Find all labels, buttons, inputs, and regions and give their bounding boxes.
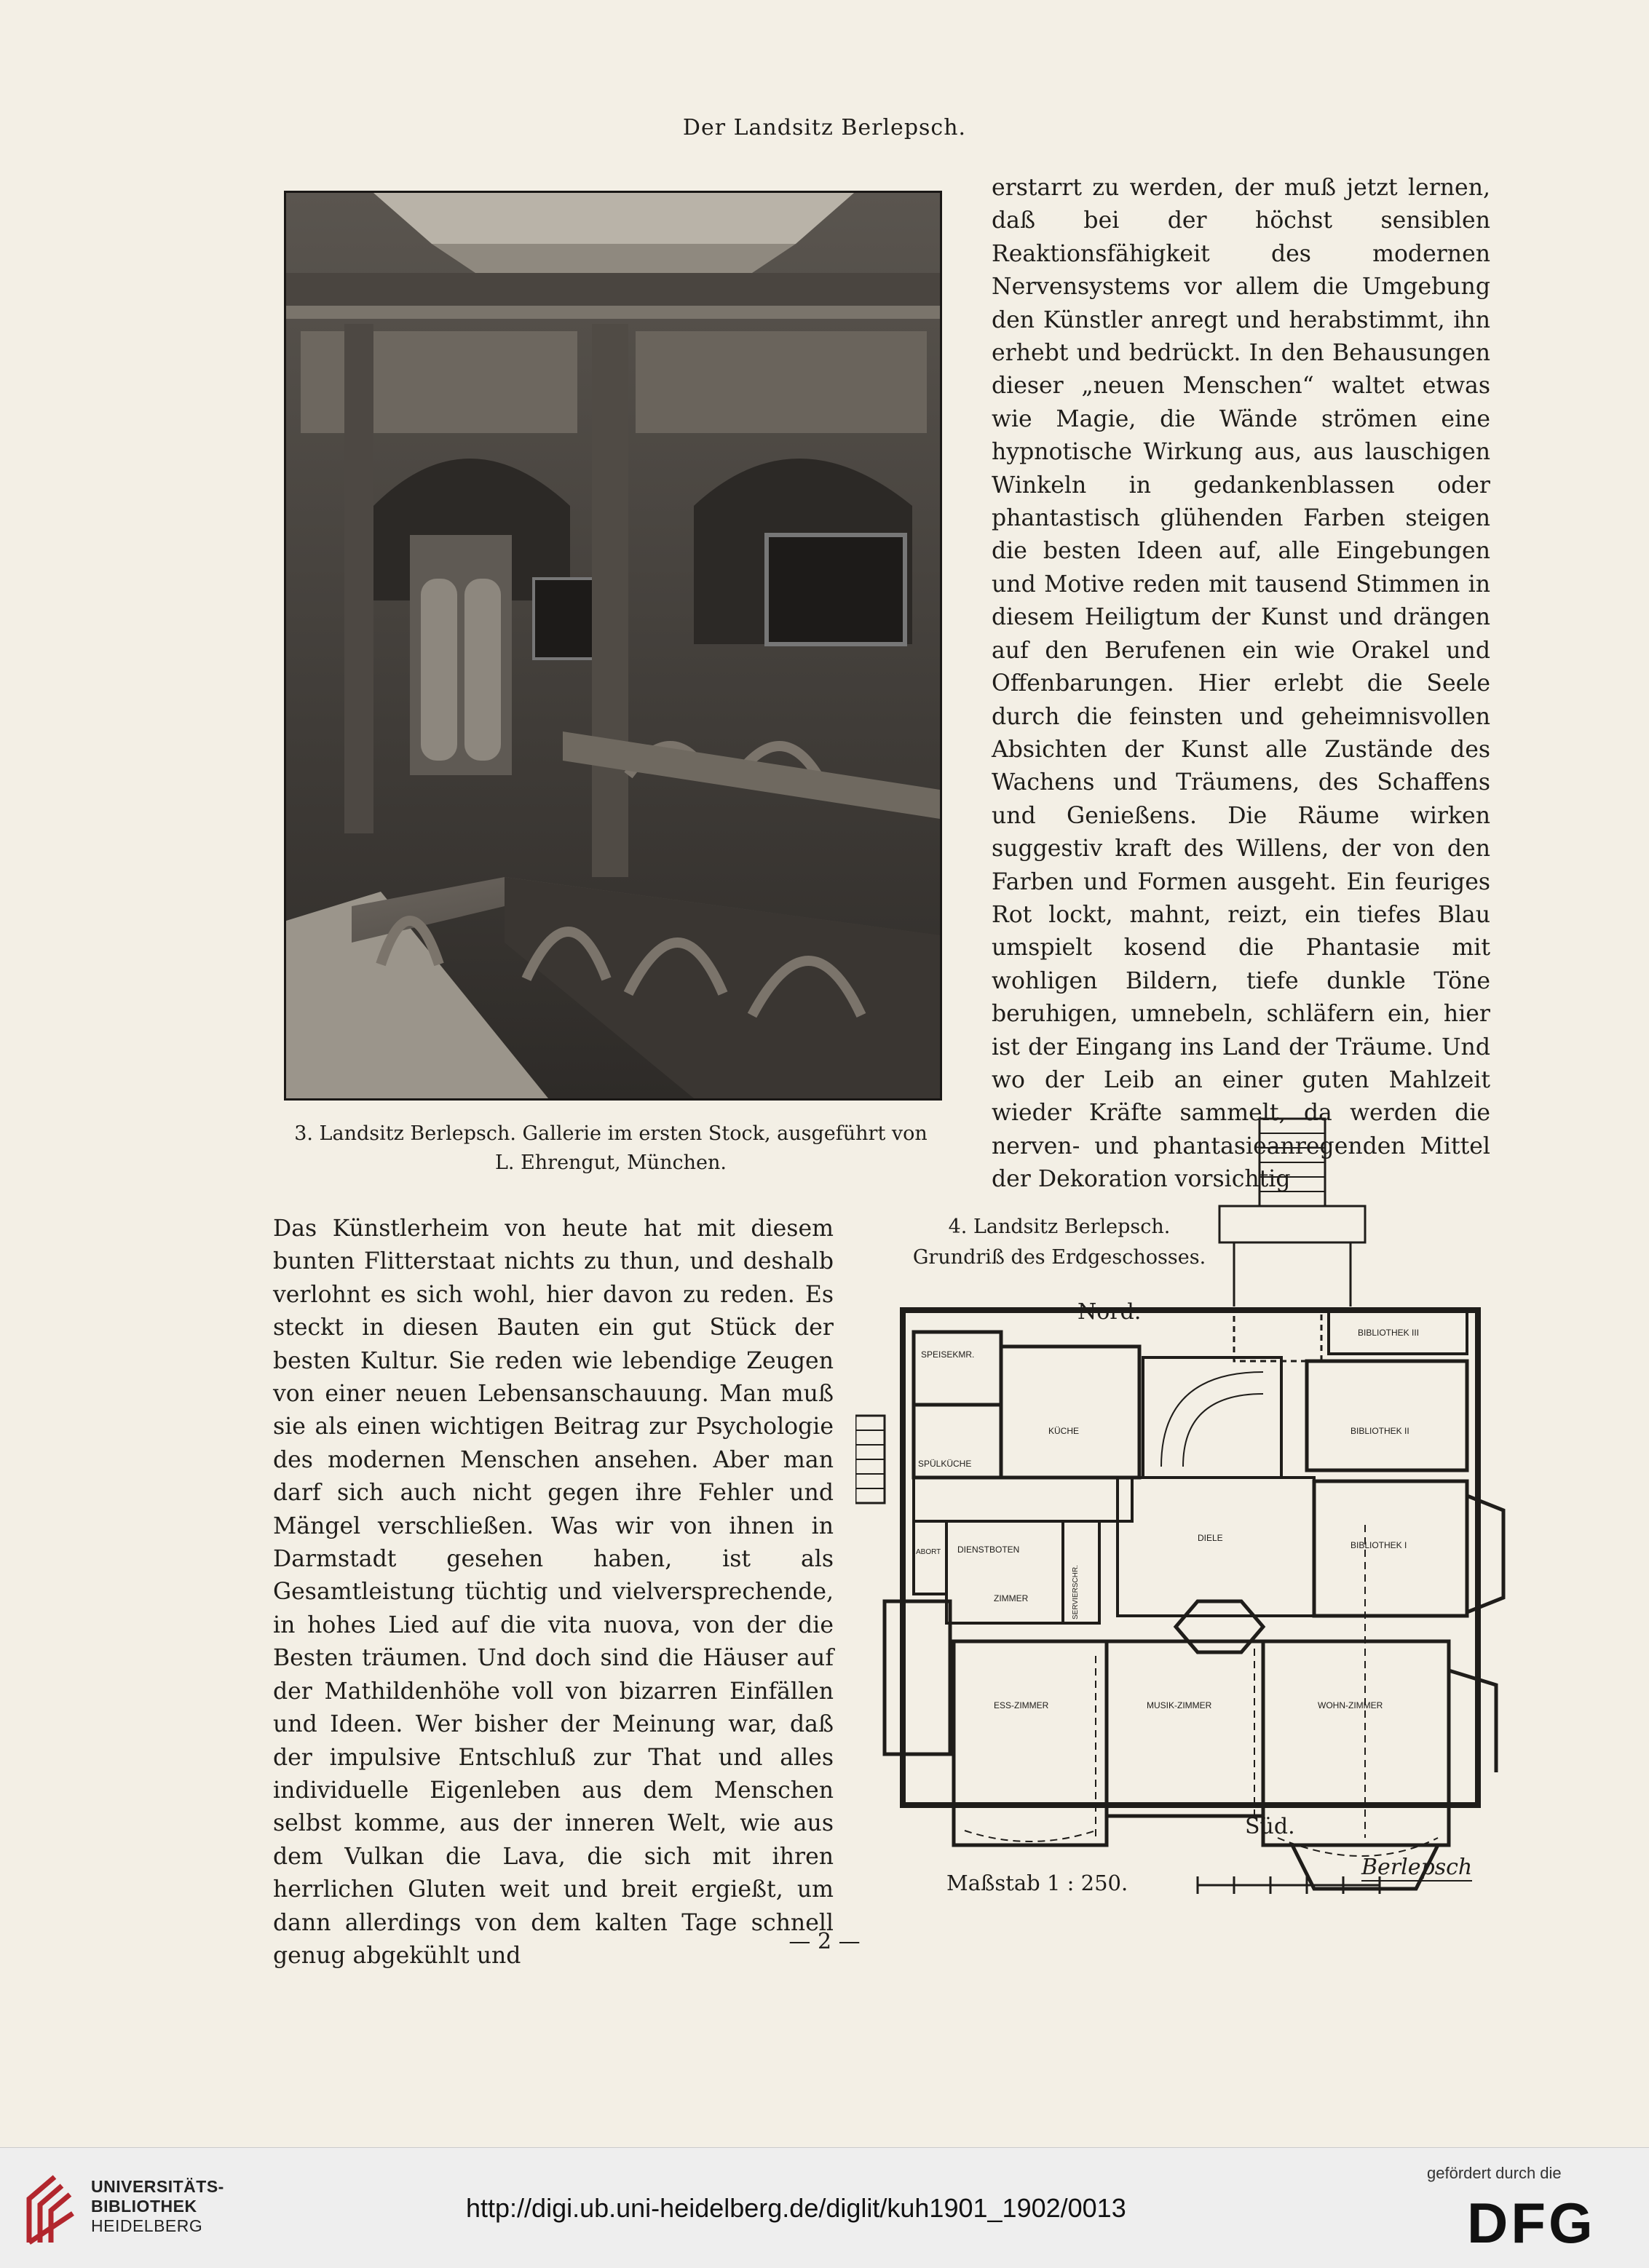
figure-3-caption xyxy=(284,1119,938,1178)
room-label-bibliothek-2: BIBLIOTHEK II xyxy=(1351,1426,1409,1436)
room-label-bibliothek-1: BIBLIOTHEK I xyxy=(1351,1540,1407,1550)
plan-north-label: Nord. xyxy=(1077,1299,1142,1325)
institution-name xyxy=(91,2177,224,2236)
figure-4-caption xyxy=(906,1212,1212,1273)
running-title: Der Landsitz Berlepsch. xyxy=(682,115,967,140)
viewer-footer xyxy=(0,2147,1649,2268)
dfg-logo[interactable]: DFG xyxy=(1467,2191,1596,2255)
figure-3-caption-line-2: L. Ehrengut, München. xyxy=(494,1151,727,1174)
room-label-abort: ABORT xyxy=(916,1548,941,1556)
plan-scale-label: Maßstab 1 : 250. xyxy=(946,1871,1128,1895)
left-column-paragraph: Das Künstlerheim von heute hat mit diesem bunten Flitterstaat nichts zu thun, und deshalb verlohnt es sich wohl, hier davon zu reden. Es steckt in diesen Bauten ein gut Stück der besten Kultur. Sie reden wie lebendige Zeugen von einer neuen Lebensanschauung. Man muß sie als einen wichtigen Beitrag zur Psychologie des modernen Menschen ansehen. Aber man darf sich auch nicht gegen ihre Fehler und Mängel verschließen. Was wir von ihnen in Darmstadt gesehen haben, ist als Gesamtleistung tüchtig und vielversprechende, in hohes Lied auf die vita nuova, von der die Besten träumen. Und doch sind die Häuser auf der Mathildenhöhe voll von bizarren Einfällen und Ideen. Wer bisher der Meinung war, daß der impulsive Entschluß zur That und alles individuelle Eigenleben aus dem Menschen selbst komme, aus der inneren Welt, wie aus dem Vulkan die Lava, die sich mit ihren herrlichen Gluten weit und breit ergießt, um dann allerdings von dem kalten Tage schnell genug abgekühlt und xyxy=(273,1216,834,1969)
room-label-dienstboten: DIENSTBOTEN xyxy=(957,1545,1020,1555)
room-label-diele: DIELE xyxy=(1198,1533,1223,1543)
room-label-servierschrank: SERVIERSCHR. xyxy=(1072,1565,1080,1619)
room-label-kueche: KÜCHE xyxy=(1048,1426,1080,1436)
institution-line-2: BIBLIOTHEK xyxy=(91,2197,197,2216)
room-label-wohnzimmer: WOHN-ZIMMER xyxy=(1318,1700,1383,1710)
right-text-column xyxy=(992,172,1490,1197)
institution-line-1: UNIVERSITÄTS- xyxy=(91,2177,224,2196)
room-label-zimmer: ZIMMER xyxy=(994,1593,1029,1603)
room-label-speisekammer: SPEISEKMR. xyxy=(921,1349,975,1360)
room-label-spuelkueche: SPÜLKÜCHE xyxy=(918,1459,972,1469)
gallery-photograph xyxy=(284,191,942,1101)
plan-south-label: Süd. xyxy=(1245,1814,1295,1839)
right-column-paragraph: erstarrt zu werden, der muß jetzt lernen, daß bei der höchst sensiblen Reaktionsfähigkeit des modernen Nervensystems vor allem die Umgebung den Künstler anregt und herabstimmt, ihn erhebt und bedrückt. In den Behausungen dieser „neuen Menschen“ waltet etwas wie Magie, die Wände strömen eine hypnotische Wirkung aus, aus lauschigen Winkeln in gedankenblassen oder phantastisch glühenden Farben steigen die besten Ideen auf, alle Eingebungen und Motive reden mit tausend Stimmen in diesem Heiligtum der Kunst und drängen auf den Berufenen ein wie Orakel und Offenbarungen. Hier erlebt die Seele durch die feinsten und geheimnisvollen Absichten der Kunst alle Zustände des Wachens und Träumens, des Schaffens und Genießens. Die Räume wirken suggestiv kraft des Willens, der von den Farben und Formen ausgeht. Ein feuriges Rot lockt, mahnt, reizt, ein tiefes Blau umspielt kosend die Phantasie mit wohligen Bildern, tiefe dunkle Töne beruhigen, umnebeln, schläfern ein, hier ist der Eingang ins Land der Träume. Und wo der Leib an einer guten Mahlzeit wieder Kräfte sammelt, da werden die nerven- und phantasieanregenden Mittel der Dekoration vorsichtig xyxy=(992,175,1490,1193)
figure-3-caption-line-1: 3. Landsitz Berlepsch. Gallerie im ersten Stock, ausgeführt von xyxy=(294,1122,928,1145)
room-label-bibliothek-3: BIBLIOTHEK III xyxy=(1358,1328,1420,1338)
room-label-musikzimmer: MUSIK-ZIMMER xyxy=(1147,1700,1212,1710)
gallery-photo-illustration xyxy=(286,193,940,1098)
figure-4-caption-line-1: 4. Landsitz Berlepsch. xyxy=(948,1216,1171,1238)
room-label-esszimmer: ESS-ZIMMER xyxy=(994,1700,1049,1710)
left-text-column xyxy=(273,1213,834,1972)
figure-4-caption-line-2: Grundriß des Erdgeschosses. xyxy=(912,1246,1206,1269)
institution-line-3: HEIDELBERG xyxy=(91,2216,203,2235)
funding-note: gefördert durch die xyxy=(1427,2164,1562,2182)
architect-signature: Berlepsch xyxy=(1361,1855,1473,1880)
permalink-url[interactable]: http://digi.ub.uni-heidelberg.de/diglit/kuh1901_1902/0013 xyxy=(466,2193,1126,2223)
university-library-logo-icon[interactable] xyxy=(22,2170,80,2250)
page-number: — 2 — xyxy=(788,1929,861,1954)
